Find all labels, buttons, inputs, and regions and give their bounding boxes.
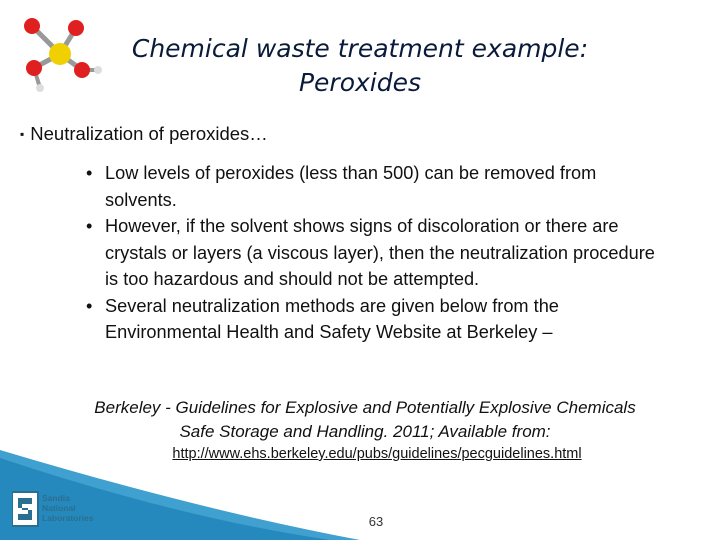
molecule-icon xyxy=(12,10,104,94)
sub-bullet-text: Several neutralization methods are given below from the Environmental Health and Safety Website at Berkeley – xyxy=(105,295,559,342)
sub-bullet-item xyxy=(86,160,666,213)
slide-title-line1: Chemical waste treatment example: xyxy=(131,34,589,63)
reference-text: Berkeley - Guidelines for Explosive and Potentially Explosive Chemicals Safe Storage and Handling. 2011; Available from: xyxy=(94,398,636,441)
main-bullet xyxy=(20,122,268,146)
page-number: 63 xyxy=(368,514,384,529)
sub-bullet-list xyxy=(86,160,666,346)
logo-line2: National xyxy=(42,503,76,513)
reference-link[interactable]: http://www.ehs.berkeley.edu/pubs/guidelines/pecguidelines.html xyxy=(172,446,582,462)
logo-line3: Laboratories xyxy=(42,513,94,523)
slide-title-line2: Peroxides xyxy=(298,68,422,97)
sandia-logo-text xyxy=(42,493,94,523)
dot-bullet-icon: • xyxy=(86,295,93,316)
slide-title xyxy=(100,32,620,100)
sub-bullet-item xyxy=(86,213,666,293)
main-bullet-text: Neutralization of peroxides… xyxy=(30,123,268,144)
square-bullet-icon: ▪ xyxy=(20,127,25,141)
logo-line1: Sandia xyxy=(42,493,70,503)
dot-bullet-icon: • xyxy=(86,163,93,183)
sub-bullet-text: However, if the solvent shows signs of discoloration or there are crystals or layers (a viscous layer), then the neutralization procedure is too hazardous and should not be attempted. xyxy=(105,216,655,289)
sub-bullet-text: Low levels of peroxides (less than 500) can be removed from solvents. xyxy=(105,163,597,210)
dot-bullet-icon: • xyxy=(86,216,93,236)
sub-bullet-item xyxy=(86,293,666,346)
